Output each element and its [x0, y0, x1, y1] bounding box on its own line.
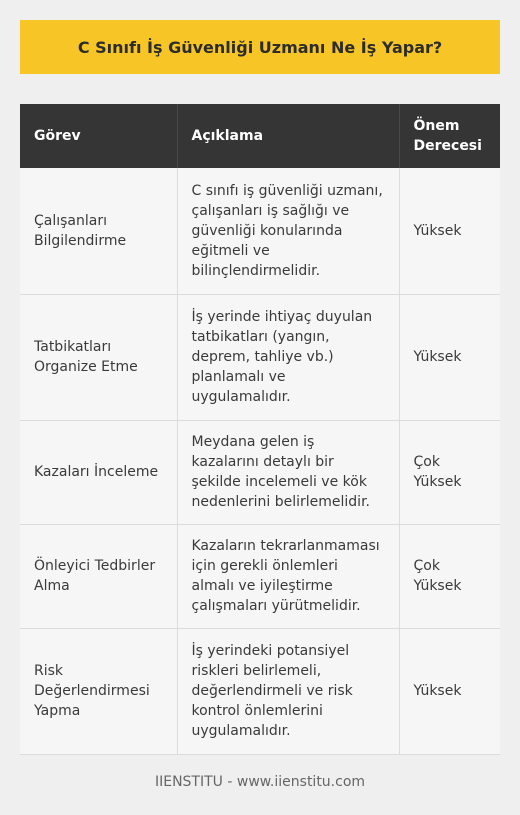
cell-description: İş yerinde ihtiyaç duyulan tatbikatları (yangın, deprem, tahliye vb.) planlamalı ve uygulamalıdır. [177, 294, 399, 420]
table-row [20, 294, 500, 420]
footer-credit: IIENSTITU - www.iienstitu.com [154, 774, 366, 790]
page-title: C Sınıfı İş Güvenliği Uzmanı Ne İş Yapar? [77, 37, 443, 57]
page-title-banner [20, 20, 500, 74]
cell-task: Tatbikatları Organize Etme [20, 294, 177, 420]
table-row [20, 420, 500, 524]
cell-description: C sınıfı iş güvenliği uzmanı, çalışanları iş sağlığı ve güvenliği konularında eğitmeli ve bilinçlendirmelidir. [177, 168, 399, 294]
cell-importance: Yüksek [399, 628, 500, 754]
header-onem-derecesi: Önem Derecesi [399, 104, 500, 168]
table-row [20, 628, 500, 754]
cell-importance: Çok Yüksek [399, 524, 500, 628]
table-row [20, 524, 500, 628]
cell-importance: Yüksek [399, 294, 500, 420]
cell-importance: Yüksek [399, 168, 500, 294]
header-aciklama: Açıklama [177, 104, 399, 168]
cell-importance: Çok Yüksek [399, 420, 500, 524]
cell-description: Kazaların tekrarlanmaması için gerekli önlemleri almalı ve iyileştirme çalışmaları yürütmelidir. [177, 524, 399, 628]
tasks-table [20, 104, 500, 755]
cell-task: Çalışanları Bilgilendirme [20, 168, 177, 294]
table-header-row [20, 104, 500, 168]
cell-task: Risk Değerlendirmesi Yapma [20, 628, 177, 754]
table-row [20, 168, 500, 294]
cell-task: Önleyici Tedbirler Alma [20, 524, 177, 628]
cell-description: İş yerindeki potansiyel riskleri belirlemeli, değerlendirmeli ve risk kontrol önlemlerini uygulamalıdır. [177, 628, 399, 754]
cell-task: Kazaları İnceleme [20, 420, 177, 524]
cell-description: Meydana gelen iş kazalarını detaylı bir şekilde incelemeli ve kök nedenlerini belirlemelidir. [177, 420, 399, 524]
header-gorev: Görev [20, 104, 177, 168]
